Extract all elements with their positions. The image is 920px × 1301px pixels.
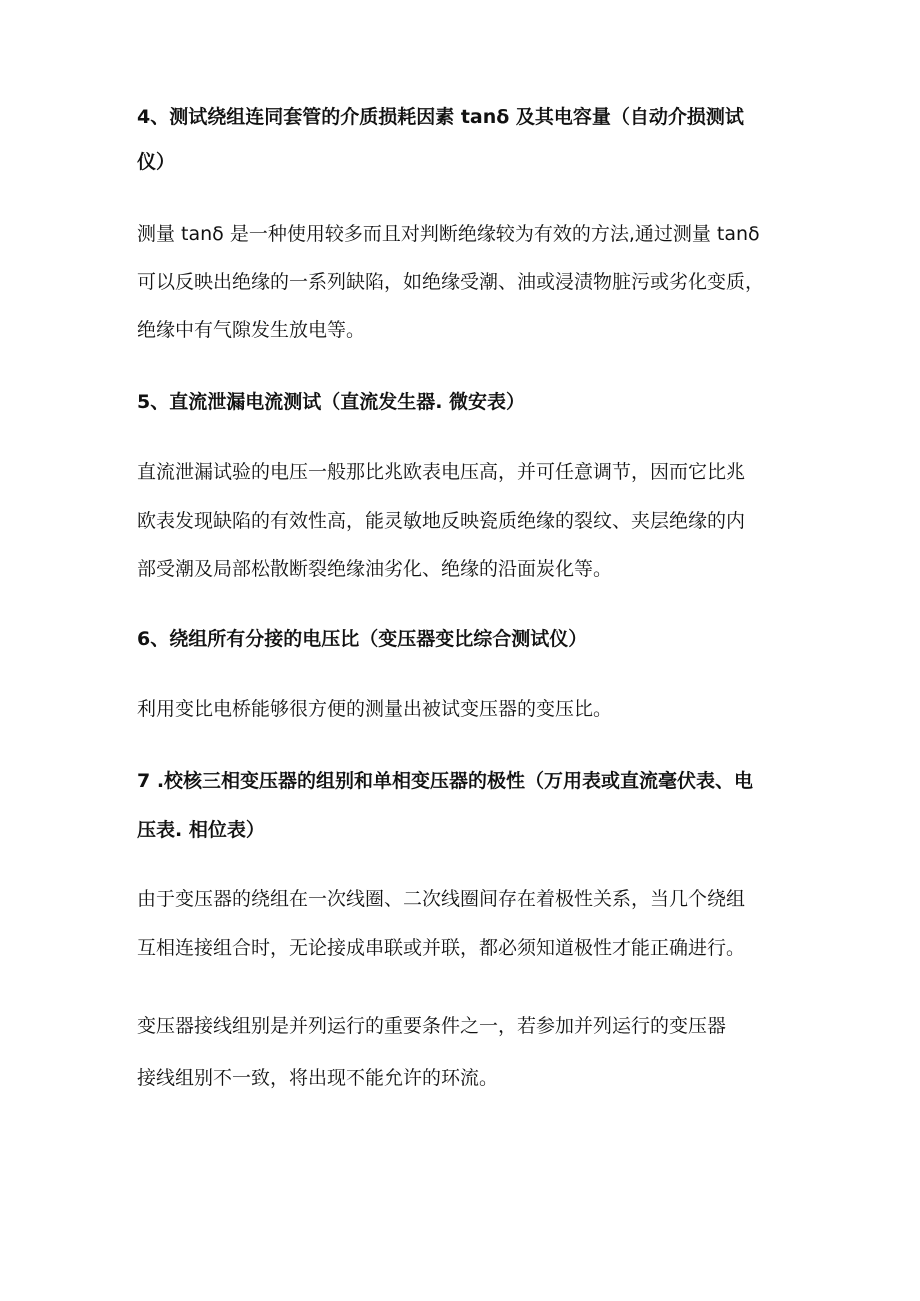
- section-5-paragraph-line-1: 直流泄漏试验的电压一般那比兆欧表电压高，并可任意调节，因而它比兆: [137, 461, 746, 483]
- section-7-paragraph-a-line-2: 互相连接组合时，无论接成串联或并联，都必须知道极性才能正确进行。: [137, 937, 746, 959]
- section-5-heading: 5、直流泄漏电流测试（直流发生器. 微安表）: [137, 391, 526, 413]
- section-5-paragraph-line-3: 部受潮及局部松散断裂绝缘油劣化、绝缘的沿面炭化等。: [137, 558, 613, 580]
- section-7-heading-line-2: 压表. 相位表）: [137, 819, 265, 841]
- section-4-heading-line-1: 4、测试绕组连同套管的介质损耗因素 tanδ 及其电容量（自动介损测试: [137, 106, 744, 128]
- section-4-paragraph-line-2: 可以反映出绝缘的一系列缺陷，如绝缘受潮、油或浸渍物脏污或劣化变质，: [137, 271, 765, 293]
- section-7-paragraph-b-line-1: 变压器接线组别是并列运行的重要条件之一，若参加并列运行的变压器: [137, 1015, 727, 1037]
- section-7-paragraph-a-line-1: 由于变压器的绕组在一次线圈、二次线圈间存在着极性关系，当几个绕组: [137, 888, 746, 910]
- section-4-paragraph-line-3: 绝缘中有气隙发生放电等。: [137, 319, 366, 341]
- section-6-heading: 6、绕组所有分接的电压比（变压器变比综合测试仪）: [137, 628, 588, 650]
- section-4-paragraph-line-1: 测量 tanδ 是一种使用较多而且对判断绝缘较为有效的方法,通过测量 tanδ: [137, 223, 760, 245]
- section-6-paragraph: 利用变比电桥能够很方便的测量出被试变压器的变压比。: [137, 698, 613, 720]
- section-4-heading-line-2: 仪）: [137, 151, 176, 173]
- section-5-paragraph-line-2: 欧表发现缺陷的有效性高，能灵敏地反映瓷质绝缘的裂纹、夹层绝缘的内: [137, 510, 746, 532]
- section-7-heading-line-1: 7 .校核三相变压器的组别和单相变压器的极性（万用表或直流毫伏表、电: [137, 770, 754, 792]
- section-7-paragraph-b-line-2: 接线组别不一致，将出现不能允许的环流。: [137, 1067, 499, 1089]
